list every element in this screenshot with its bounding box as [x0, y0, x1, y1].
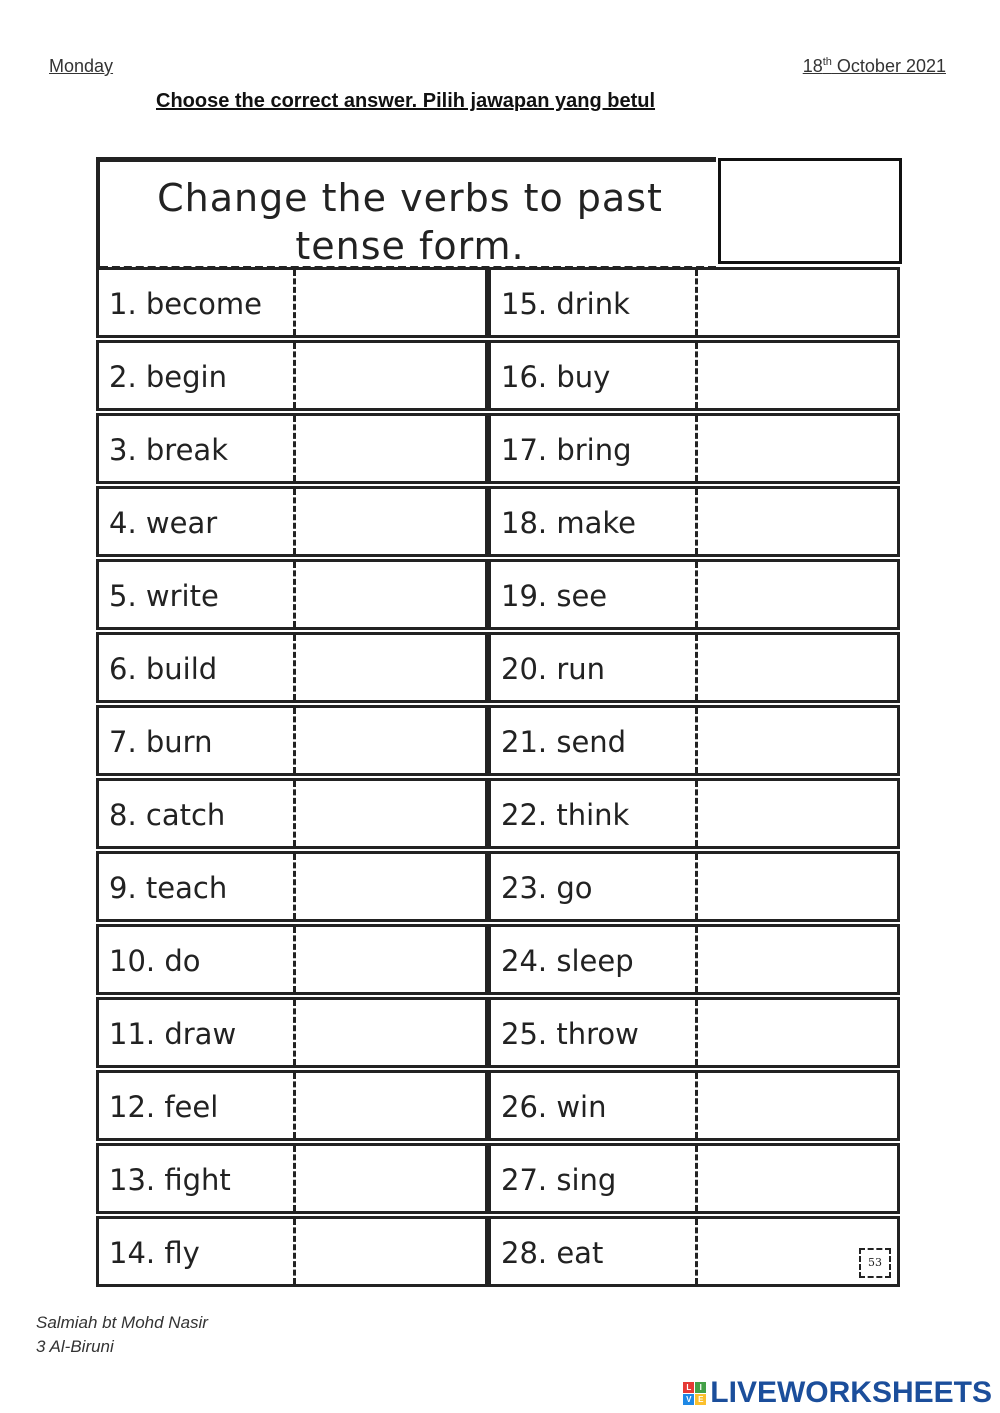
worksheet [96, 157, 902, 1297]
verb-label: 13. fight [109, 1163, 231, 1197]
date-day: 18 [802, 56, 823, 76]
answer-divider [695, 270, 698, 335]
verb-label: 18. make [501, 506, 636, 540]
table-row [96, 340, 902, 413]
answer-divider [695, 1219, 698, 1284]
answer-divider [293, 854, 296, 919]
brand-logo-tile: I [695, 1382, 706, 1393]
table-row [96, 778, 902, 851]
date-suffix: th [822, 56, 832, 68]
verb-label: 15. drink [501, 287, 630, 321]
verb-label: 28. eat [501, 1236, 604, 1270]
answer-divider [293, 1073, 296, 1138]
answer-divider [293, 270, 296, 335]
verb-cell-left [96, 778, 488, 849]
verb-label: 26. win [501, 1090, 607, 1124]
verb-label: 12. feel [109, 1090, 219, 1124]
liveworksheets-brand[interactable] [683, 1376, 992, 1410]
verb-label: 1. become [109, 287, 262, 321]
verb-cell-left [96, 1216, 488, 1287]
answer-divider [293, 562, 296, 627]
table-row [96, 267, 902, 340]
answer-divider [293, 1146, 296, 1211]
answer-divider [293, 781, 296, 846]
title-line-2: tense form. [295, 224, 525, 268]
verb-cell-left [96, 1143, 488, 1214]
student-name: Salmiah bt Mohd Nasir [36, 1313, 208, 1332]
verb-cell-left [96, 1070, 488, 1141]
verb-cell-right [488, 340, 900, 411]
table-row [96, 705, 902, 778]
answer-divider [695, 635, 698, 700]
score-box [718, 158, 902, 264]
answer-divider [695, 1000, 698, 1065]
answer-divider [293, 1219, 296, 1284]
verb-label: 10. do [109, 944, 201, 978]
verb-cell-right [488, 632, 900, 703]
brand-logo-tile: L [683, 1382, 694, 1393]
verb-cell-right [488, 997, 900, 1068]
verb-cell-left [96, 559, 488, 630]
verb-cell-right [488, 559, 900, 630]
student-class: 3 Al-Biruni [36, 1337, 114, 1356]
verb-label: 14. fly [109, 1236, 200, 1270]
brand-logo-tile: V [683, 1394, 694, 1405]
verb-cell-left [96, 924, 488, 995]
verb-cell-left [96, 851, 488, 922]
table-row [96, 413, 902, 486]
verb-label: 9. teach [109, 871, 228, 905]
verb-label: 20. run [501, 652, 606, 686]
verb-cell-left [96, 267, 488, 338]
table-row [96, 924, 902, 997]
date-rest: October 2021 [831, 56, 946, 76]
verb-label: 7. burn [109, 725, 213, 759]
answer-divider [695, 708, 698, 773]
answer-divider [695, 781, 698, 846]
verb-cell-right [488, 1216, 900, 1287]
verb-cell-right [488, 1070, 900, 1141]
answer-divider [695, 1073, 698, 1138]
answer-divider [293, 927, 296, 992]
verb-cell-left [96, 997, 488, 1068]
table-row [96, 1143, 902, 1216]
answer-divider [293, 416, 296, 481]
answer-divider [293, 489, 296, 554]
table-row [96, 559, 902, 632]
answer-divider [293, 343, 296, 408]
answer-divider [293, 635, 296, 700]
table-row [96, 632, 902, 705]
brand-logo-icon [683, 1382, 706, 1405]
answer-divider [695, 927, 698, 992]
brand-logo-tile: E [695, 1394, 706, 1405]
answer-divider [293, 708, 296, 773]
date-label [803, 56, 946, 77]
verb-label: 24. sleep [501, 944, 634, 978]
verb-cell-left [96, 340, 488, 411]
answer-divider [695, 343, 698, 408]
verb-label: 23. go [501, 871, 593, 905]
answer-divider [695, 489, 698, 554]
verb-cell-right [488, 413, 900, 484]
verb-label: 21. send [501, 725, 627, 759]
verb-label: 2. begin [109, 360, 227, 394]
verb-label: 27. sing [501, 1163, 617, 1197]
title-line-1: Change the verbs to past [157, 176, 663, 220]
answer-divider [695, 1146, 698, 1211]
verb-label: 16. buy [501, 360, 611, 394]
answer-divider [695, 854, 698, 919]
worksheet-title [100, 174, 720, 270]
verb-cell-right [488, 267, 900, 338]
verb-label: 4. wear [109, 506, 218, 540]
table-row [96, 1216, 902, 1289]
verb-label: 5. write [109, 579, 219, 613]
table-row [96, 851, 902, 924]
verb-cell-right [488, 1143, 900, 1214]
verb-label: 22. think [501, 798, 630, 832]
verb-cell-right [488, 778, 900, 849]
verb-cell-left [96, 632, 488, 703]
answer-divider [293, 1000, 296, 1065]
verb-label: 17. bring [501, 433, 632, 467]
instruction-heading: Choose the correct answer. Pilih jawapan yang betul [156, 90, 656, 112]
worksheet-title-box [96, 157, 716, 267]
verb-label: 11. draw [109, 1017, 237, 1051]
verb-cell-right [488, 851, 900, 922]
table-row [96, 1070, 902, 1143]
verb-cell-right [488, 486, 900, 557]
answer-divider [695, 562, 698, 627]
verb-label: 3. break [109, 433, 228, 467]
verb-label: 8. catch [109, 798, 226, 832]
verb-cell-left [96, 705, 488, 776]
table-row [96, 486, 902, 559]
page-number: 53 [859, 1248, 891, 1278]
brand-name: LIVEWORKSHEETS [710, 1376, 992, 1409]
verb-label: 19. see [501, 579, 608, 613]
verb-cell-left [96, 413, 488, 484]
verb-cell-left [96, 486, 488, 557]
verb-cell-right [488, 924, 900, 995]
verb-label: 6. build [109, 652, 218, 686]
table-row [96, 997, 902, 1070]
answer-divider [695, 416, 698, 481]
verb-cell-right [488, 705, 900, 776]
footer [36, 1311, 208, 1359]
day-label: Monday [49, 56, 114, 76]
verb-label: 25. throw [501, 1017, 639, 1051]
